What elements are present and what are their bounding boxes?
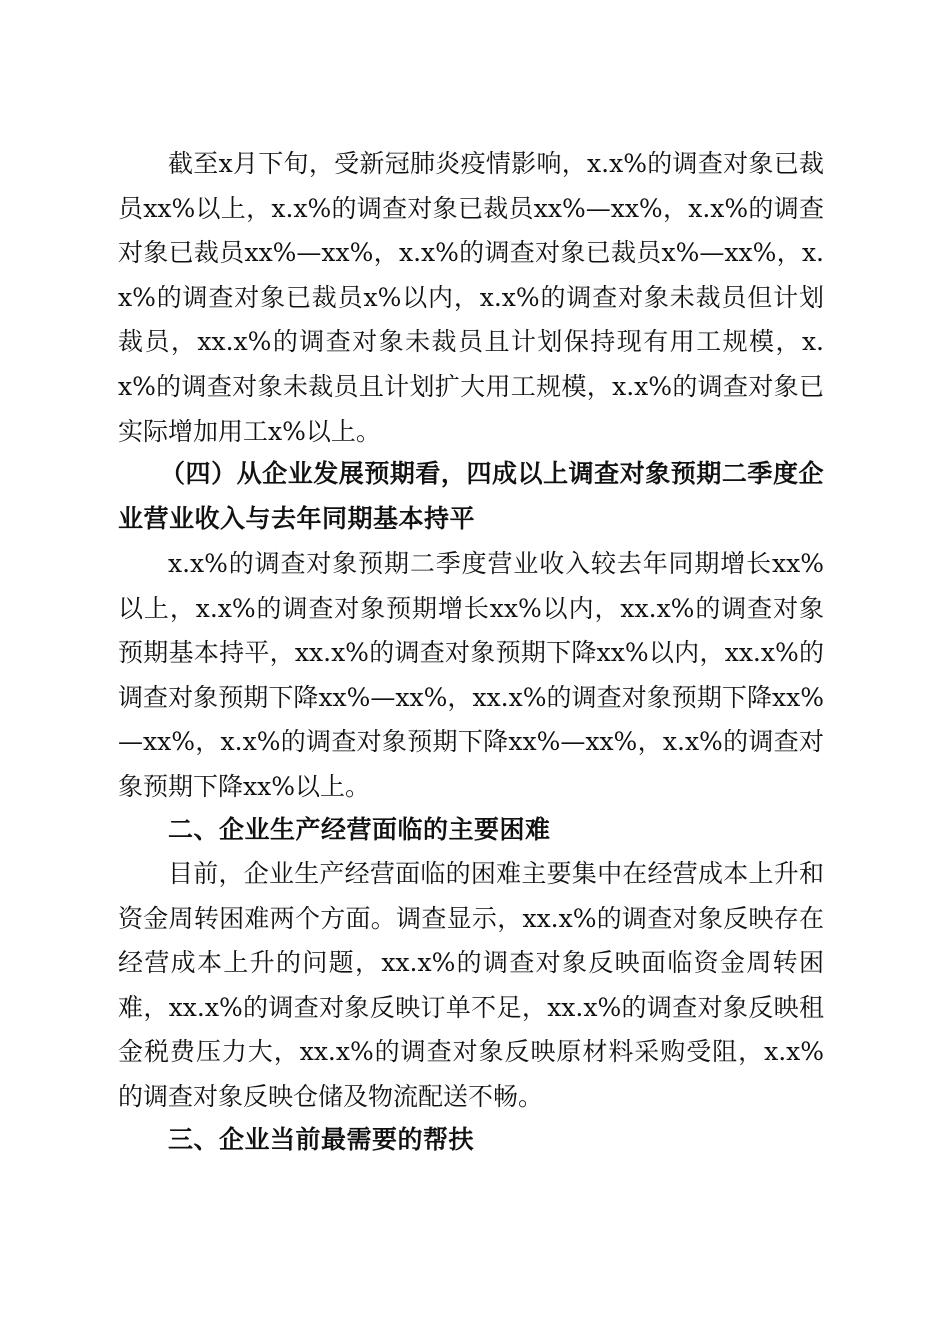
heading-needed-support: 三、企业当前最需要的帮扶 (168, 1125, 475, 1154)
paragraph-revenue-expectations: x.x%的调查对象预期二季度营业收入较去年同期增长xx%以上，x.x%的调查对象预期增长xx%以内，xx.x%的调查对象预期基本持平，xx.x%的调查对象预期下降xx%以内，xx.x%的调查对象预期下降xx%—xx%，xx.x%的调查对象预期下降xx%—xx%，x.x%的调查对象预期下降xx%—xx%，x.x%的调查对象预期下降xx%以上。 (118, 549, 824, 801)
heading-main-difficulties: 二、企业生产经营面临的主要困难 (168, 815, 551, 844)
paragraph-layoffs: 截至x月下旬，受新冠肺炎疫情影响，x.x%的调查对象已裁员xx%以上，x.x%的调查对象已裁员xx%—xx%，x.x%的调查对象已裁员xx%—xx%，x.x%的调查对象已裁员x%—xx%，x.x%的调查对象已裁员x%以内，x.x%的调查对象未裁员但计划裁员，xx.x%的调查对象未裁员且计划保持现有用工规模，x.x%的调查对象未裁员且计划扩大用工规模，x.x%的调查对象已实际增加用工x%以上。 (118, 149, 824, 446)
subheading-development-expectations: （四）从企业发展预期看，四成以上调查对象预期二季度企业营业收入与去年同期基本持平 (118, 459, 824, 533)
paragraph-difficulties: 目前，企业生产经营面临的困难主要集中在经营成本上升和资金周转困难两个方面。调查显示，xx.x%的调查对象反映存在经营成本上升的问题，xx.x%的调查对象反映面临资金周转困难，xx.x%的调查对象反映订单不足，xx.x%的调查对象反映租金税费压力大，xx.x%的调查对象反映原材料采购受阻，x.x%的调查对象反映仓储及物流配送不畅。 (118, 859, 824, 1111)
